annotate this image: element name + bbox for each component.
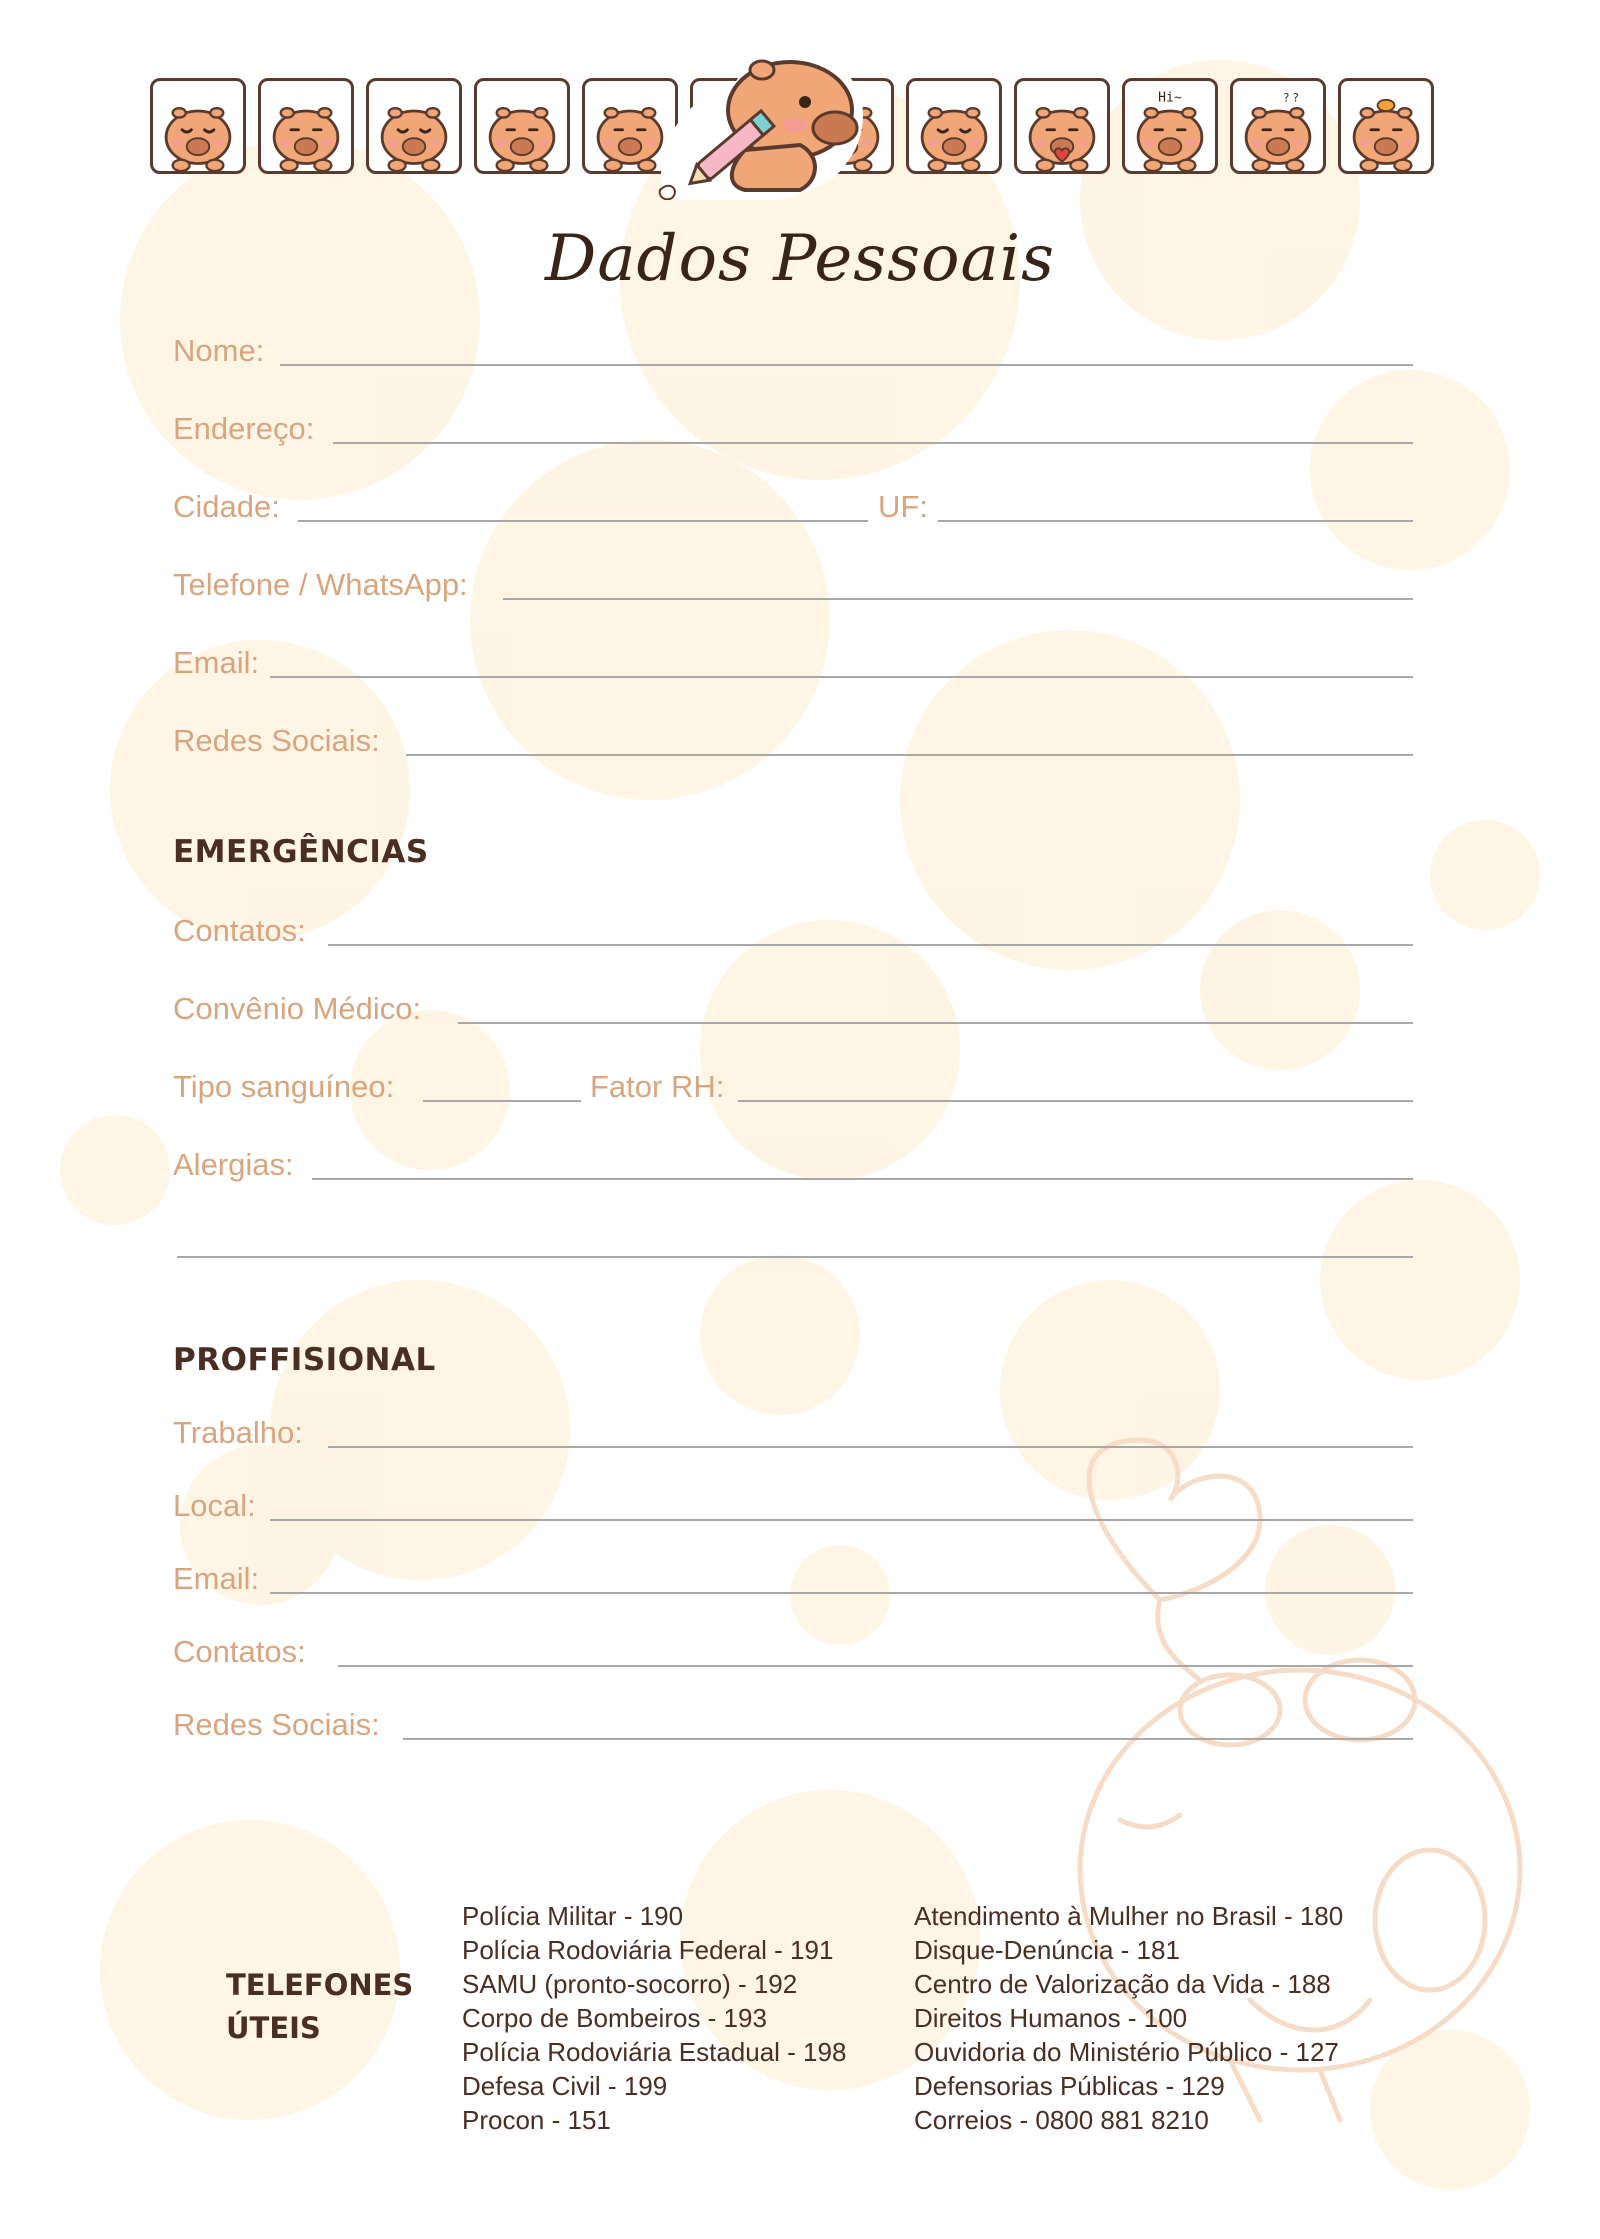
profissional-email-input-line[interactable] xyxy=(270,1592,1413,1594)
nome-label: Nome: xyxy=(173,333,265,368)
capybara-pencil-sticker xyxy=(650,40,880,200)
convenio-medico-label: Convênio Médico: xyxy=(173,991,422,1026)
emergencia-contatos-input-line[interactable] xyxy=(328,944,1413,946)
telefones-column-2 xyxy=(914,1899,1343,2137)
phone-number-item: Defesa Civil - 199 xyxy=(462,2071,668,2101)
phone-number-item: Polícia Rodoviária Estadual - 198 xyxy=(462,2037,847,2067)
trabalho-input-line[interactable] xyxy=(328,1446,1413,1448)
phone-number-item: Corpo de Bombeiros - 193 xyxy=(462,2003,767,2033)
phone-number-item: Polícia Rodoviária Federal - 191 xyxy=(462,1935,834,1965)
redes-sociais-input-line[interactable] xyxy=(406,754,1413,756)
local-input-line[interactable] xyxy=(270,1519,1413,1521)
capybara-sticker-tile xyxy=(906,78,1002,174)
telefones-heading-line2: ÚTEIS xyxy=(226,2011,321,2045)
nome-input-line[interactable] xyxy=(280,364,1413,366)
phone-number-item: Procon - 151 xyxy=(462,2105,611,2135)
question-text: ? ? xyxy=(1283,91,1299,105)
capybara-sticker-tile xyxy=(1014,78,1110,174)
convenio-medico-input-line[interactable] xyxy=(458,1022,1413,1024)
page-title: Dados Pessoais xyxy=(545,222,1055,296)
capybara-sticker-tile xyxy=(1122,78,1218,174)
trabalho-label: Trabalho: xyxy=(173,1415,303,1450)
tipo-sanguineo-label: Tipo sanguíneo: xyxy=(173,1069,395,1104)
capybara-sticker-tile xyxy=(1230,78,1326,174)
hi-text: Hi~ xyxy=(1158,90,1182,106)
emergencias-heading: EMERGÊNCIAS xyxy=(173,834,429,870)
telefone-label: Telefone / WhatsApp: xyxy=(173,567,468,602)
fator-rh-label: Fator RH: xyxy=(590,1069,725,1104)
uf-input-line[interactable] xyxy=(938,520,1413,522)
telefones-heading-line1: TELEFONES xyxy=(226,1968,414,2002)
phone-number-item: Atendimento à Mulher no Brasil - 180 xyxy=(914,1901,1344,1931)
profissional-heading: PROFFISIONAL xyxy=(173,1342,436,1378)
phone-number-item: Polícia Militar - 190 xyxy=(462,1901,684,1931)
uf-label: UF: xyxy=(878,489,928,524)
phone-number-item: Ouvidoria do Ministério Público - 127 xyxy=(914,2037,1339,2067)
profissional-email-label: Email: xyxy=(173,1561,260,1596)
profissional-redes-label: Redes Sociais: xyxy=(173,1707,380,1742)
phone-number-item: SAMU (pronto-socorro) - 192 xyxy=(462,1969,798,1999)
fator-rh-input-line[interactable] xyxy=(738,1100,1413,1102)
alergias-extra-line[interactable] xyxy=(177,1256,1413,1258)
telefones-column-1 xyxy=(462,1899,846,2137)
phone-number-item: Centro de Valorização da Vida - 188 xyxy=(914,1969,1331,1999)
telefones-uteis-heading xyxy=(226,1964,413,2050)
capybara-sticker-tile xyxy=(150,78,246,174)
alergias-input-line[interactable] xyxy=(312,1178,1413,1180)
phone-number-item: Correios - 0800 881 8210 xyxy=(914,2105,1209,2135)
endereco-label: Endereço: xyxy=(173,411,315,446)
telefone-input-line[interactable] xyxy=(503,598,1413,600)
cidade-input-line[interactable] xyxy=(298,520,868,522)
capybara-sticker-tile xyxy=(1338,78,1434,174)
alergias-label: Alergias: xyxy=(173,1147,294,1182)
capybara-sticker-tile xyxy=(366,78,462,174)
profissional-contatos-label: Contatos: xyxy=(173,1634,306,1669)
phone-number-item: Direitos Humanos - 100 xyxy=(914,2003,1188,2033)
phone-number-item: Defensorias Públicas - 129 xyxy=(914,2071,1225,2101)
redes-sociais-label: Redes Sociais: xyxy=(173,723,380,758)
cidade-label: Cidade: xyxy=(173,489,280,524)
profissional-contatos-input-line[interactable] xyxy=(338,1665,1413,1667)
tipo-sanguineo-input-line[interactable] xyxy=(423,1100,581,1102)
phone-number-item: Disque-Denúncia - 181 xyxy=(914,1935,1180,1965)
capybara-sticker-tile xyxy=(258,78,354,174)
emergencia-contatos-label: Contatos: xyxy=(173,913,306,948)
email-input-line[interactable] xyxy=(270,676,1413,678)
capybara-sticker-tile xyxy=(474,78,570,174)
email-label: Email: xyxy=(173,645,260,680)
endereco-input-line[interactable] xyxy=(333,442,1413,444)
profissional-redes-input-line[interactable] xyxy=(403,1738,1413,1740)
local-label: Local: xyxy=(173,1488,256,1523)
